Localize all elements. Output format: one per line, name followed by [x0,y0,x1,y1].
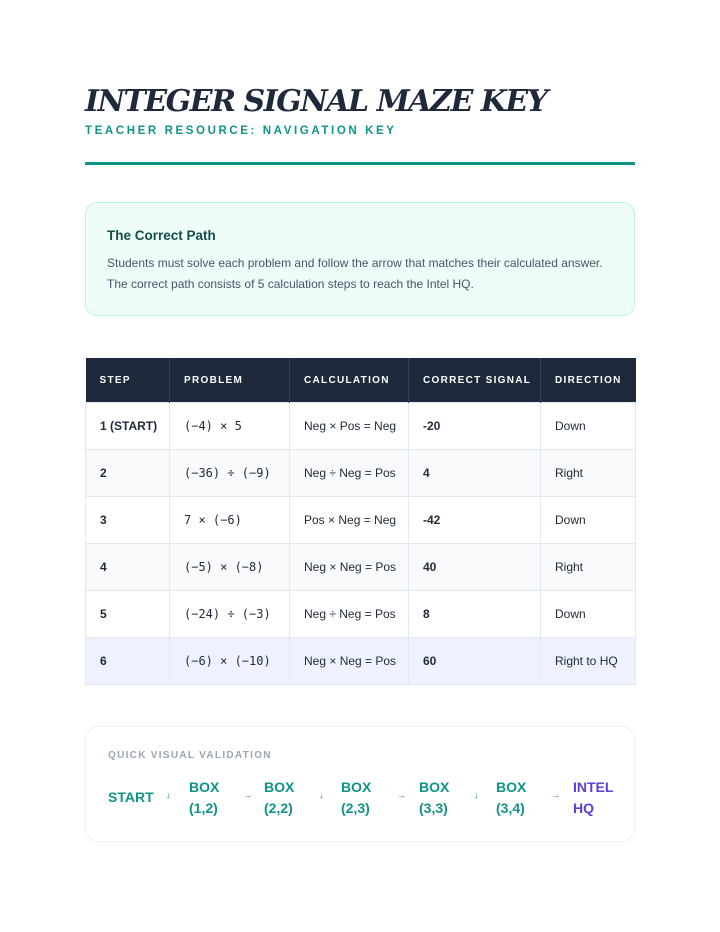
problem-cell: (−4) × 5 [170,403,290,450]
arrow-right-icon: → [397,790,406,800]
direction-cell: Right [541,544,636,591]
table-row [86,450,636,497]
table-row-final [86,638,636,685]
direction-cell: Down [541,497,636,544]
table-row [86,544,636,591]
direction-cell: Right [541,450,636,497]
direction-cell: Down [541,591,636,638]
path-box-2-3: BOX (2,3) [341,779,372,816]
column-header-calculation: CALCULATION [290,358,409,403]
step-cell: 2 [86,450,170,497]
calculation-cell: Neg ÷ Neg = Pos [290,450,409,497]
signal-cell: 4 [409,450,541,497]
signal-cell: -20 [409,403,541,450]
path-box-3-3: BOX (3,3) [419,779,450,816]
arrow-right-icon: → [243,790,252,800]
calculation-cell: Neg × Neg = Pos [290,544,409,591]
path-start: START [108,789,154,805]
direction-cell: Right to HQ [541,638,636,685]
signal-cell: 60 [409,638,541,685]
step-cell: 3 [86,497,170,544]
path-end-intel-hq: INTEL HQ [573,779,614,816]
column-header-direction: DIRECTION [541,358,636,403]
correct-path-callout [85,202,635,316]
table-row [86,497,636,544]
arrow-down-icon: ↓ [319,790,324,800]
step-cell: 1 (START) [86,403,170,450]
table-header-row [86,358,636,403]
problem-cell: 7 × (−6) [170,497,290,544]
column-header-correct-signal: CORRECT SIGNAL [409,358,541,403]
page-subtitle: TEACHER RESOURCE: NAVIGATION KEY [85,125,397,137]
callout-heading: The Correct Path [107,228,216,243]
navigation-key-table [85,358,636,685]
problem-cell: (−24) ÷ (−3) [170,591,290,638]
calculation-cell: Pos × Neg = Neg [290,497,409,544]
step-cell: 6 [86,638,170,685]
problem-cell: (−6) × (−10) [170,638,290,685]
step-cell: 4 [86,544,170,591]
column-header-step: STEP [86,358,170,403]
calculation-cell: Neg ÷ Neg = Pos [290,591,409,638]
path-box-3-4: BOX (3,4) [496,779,527,816]
arrow-down-icon: ↓ [166,790,171,800]
direction-cell: Down [541,403,636,450]
column-header-problem: PROBLEM [170,358,290,403]
step-cell: 5 [86,591,170,638]
signal-cell: -42 [409,497,541,544]
header-divider [85,162,635,165]
callout-body: Students must solve each problem and follow the arrow that matches their calculated answer. The correct path consists of 5 calculation steps to reach the Intel HQ. [107,256,603,291]
calculation-cell: Neg × Pos = Neg [290,403,409,450]
path-box-1-2: BOX (1,2) [189,779,220,816]
calculation-cell: Neg × Neg = Pos [290,638,409,685]
problem-cell: (−5) × (−8) [170,544,290,591]
problem-cell: (−36) ÷ (−9) [170,450,290,497]
visual-validation-panel [85,726,635,842]
arrow-down-icon: ↓ [474,790,479,800]
signal-cell: 8 [409,591,541,638]
signal-cell: 40 [409,544,541,591]
table-row [86,591,636,638]
path-box-2-2: BOX (2,2) [264,779,295,816]
arrow-right-icon: → [551,790,560,800]
page-title: INTEGER SIGNAL MAZE KEY [85,84,547,119]
validation-label: QUICK VISUAL VALIDATION [108,750,272,761]
table-row [86,403,636,450]
validation-path [108,777,618,821]
